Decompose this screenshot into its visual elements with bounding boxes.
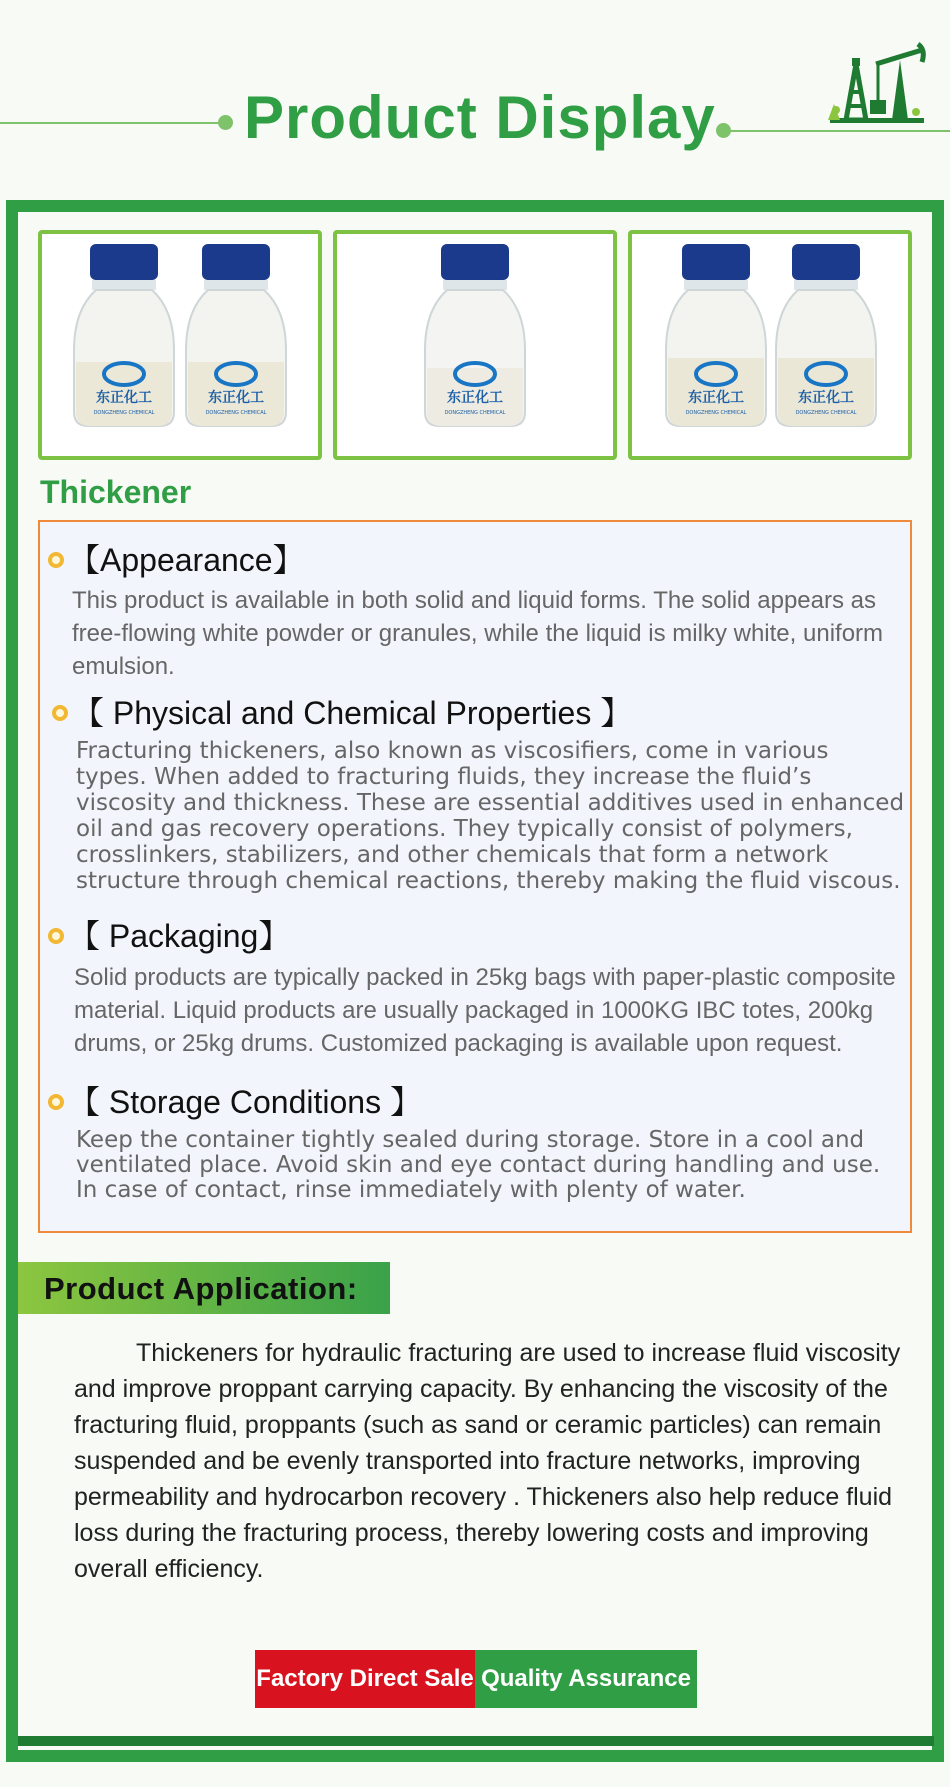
bottle-sublabel: DONGZHENG CHEMICAL xyxy=(93,410,155,416)
frame-shadow xyxy=(18,1736,934,1746)
application-banner xyxy=(18,1262,390,1314)
header-dot-left xyxy=(218,115,233,130)
bullet-icon xyxy=(52,705,68,721)
packaging-heading xyxy=(48,916,290,956)
application-text: Thickeners for hydraulic fracturing are used to increase fluid viscosity and improve proppant carrying capacity. By enhancing the viscosity of the fracturing fluid, proppants (such as sand or ceramic particles) can remain suspended and be evenly transported into fracture networks, improving permeability and hydrocarbon recovery . Thickeners also help reduce fluid loss during the fracturing process, thereby lowering costs and improving overall efficiency. xyxy=(74,1339,901,1583)
bullet-icon xyxy=(48,928,64,944)
header-line-left xyxy=(0,122,220,124)
bottle-sublabel: DONGZHENG CHEMICAL xyxy=(205,410,267,416)
header-line-right xyxy=(724,130,950,132)
page-header xyxy=(0,0,950,190)
packaging-heading-text: 【 Packaging】 xyxy=(68,918,291,954)
storage-heading xyxy=(48,1082,422,1122)
appearance-heading xyxy=(48,540,305,580)
properties-heading xyxy=(52,693,632,733)
bottle-pair-image xyxy=(632,234,908,456)
page-title: Product Display xyxy=(244,84,716,151)
properties-heading-text: 【 Physical and Chemical Properties 】 xyxy=(72,695,633,731)
product-image-two-bottles-alt xyxy=(628,230,912,460)
quality-assurance-badge: Quality Assurance xyxy=(475,1650,697,1708)
appearance-heading-text: 【Appearance】 xyxy=(68,542,305,578)
product-image-single-bottle xyxy=(333,230,617,460)
bottle-pair-image xyxy=(42,234,318,456)
bullet-icon xyxy=(48,1094,64,1110)
single-bottle-image xyxy=(337,234,613,456)
bullet-icon xyxy=(48,552,64,568)
packaging-text: Solid products are typically packed in 25kg bags with paper-plastic composite material. Liquid products are usually packaged in 1000KG IBC totes, 200kg drums, or 25kg drums. Customized packaging is available upon request. xyxy=(74,964,896,1057)
factory-direct-sale-badge: Factory Direct Sale xyxy=(255,1650,475,1708)
properties-text: Fracturing thickeners, also known as viscosifiers, come in various types. When added to fracturing fluids, they increase the fluid’s viscosity and thickness. These are essential additives used in enhanced oil and gas recovery operations. They typically consist of polymers, crosslinkers, stabilizers, and other chemicals that form a network structure through chemical reactions, thereby making the fluid viscous. xyxy=(76,738,905,894)
bottle-sublabel: DONGZHENG CHEMICAL xyxy=(444,410,506,416)
bottle-sublabel: DONGZHENG CHEMICAL xyxy=(685,410,747,416)
bottle-label: 东正化工 xyxy=(798,390,854,406)
bottle-label: 东正化工 xyxy=(208,390,264,406)
application-heading: Product Application: xyxy=(44,1271,358,1306)
bottle-sublabel: DONGZHENG CHEMICAL xyxy=(795,410,857,416)
bottle-label: 东正化工 xyxy=(447,390,503,406)
bottle-label: 东正化工 xyxy=(688,390,744,406)
bottle-label: 东正化工 xyxy=(96,390,152,406)
product-name: Thickener xyxy=(40,474,192,510)
storage-text: Keep the container tightly sealed during storage. Store in a cool and ventilated place. Avoid skin and eye contact during handling and use. In case of contact, rinse immediately with plenty of water. xyxy=(76,1127,881,1203)
product-image-two-bottles xyxy=(38,230,322,460)
storage-heading-text: 【 Storage Conditions 】 xyxy=(68,1084,422,1120)
oil-pump-jack-icon xyxy=(826,34,926,126)
appearance-text: This product is available in both solid and liquid forms. The solid appears as free-flowing white powder or granules, while the liquid is milky white, uniform emulsion. xyxy=(72,587,884,680)
